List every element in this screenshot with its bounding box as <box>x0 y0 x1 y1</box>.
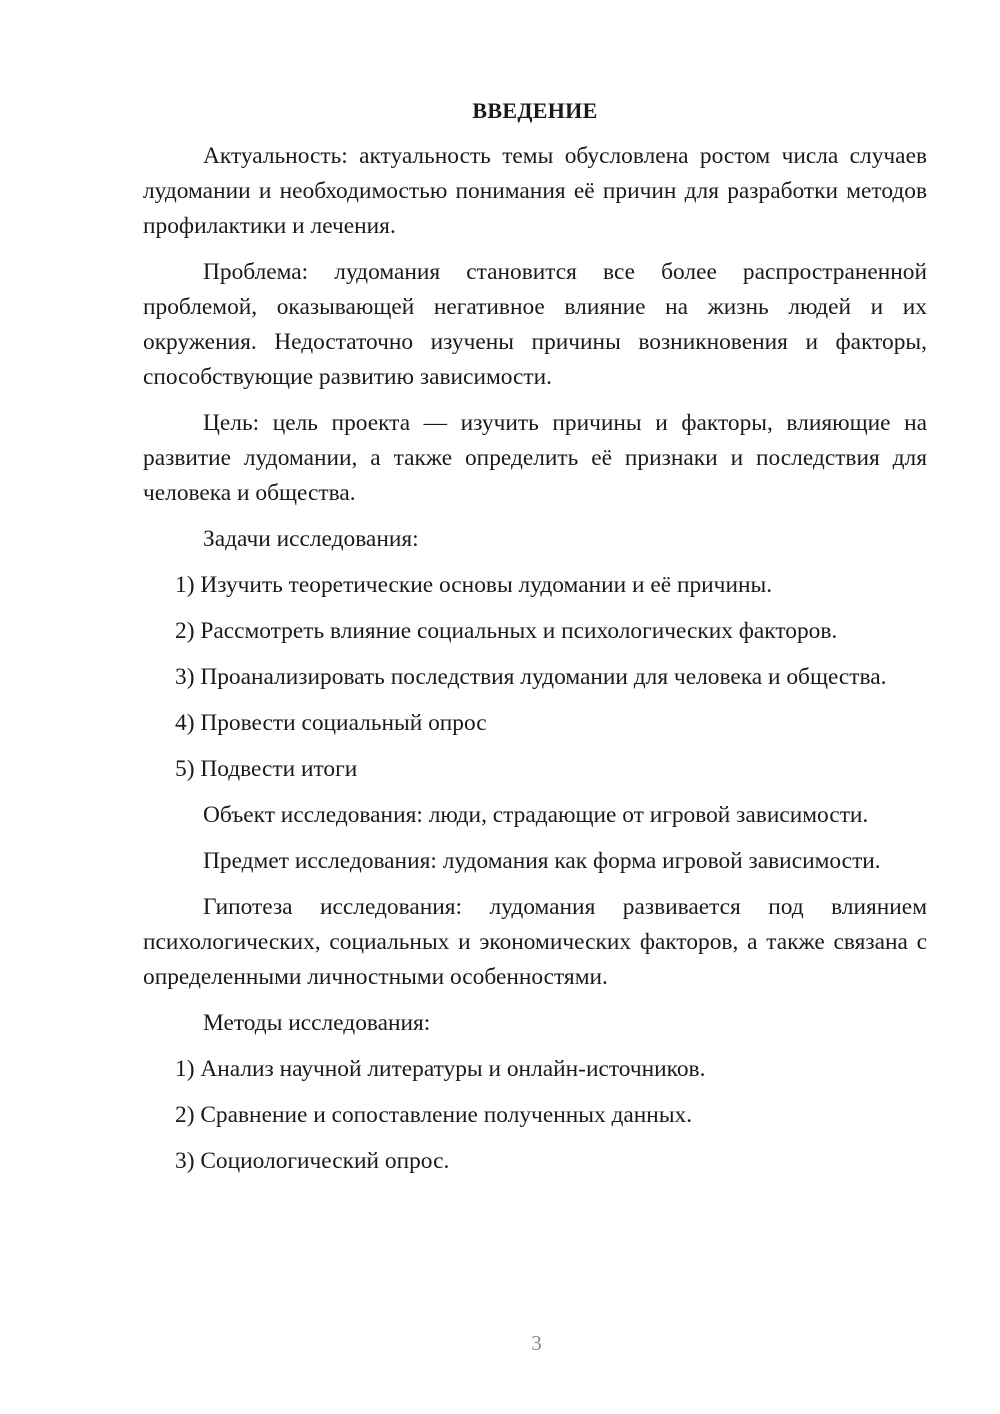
list-item-method-1: 1) Анализ научной литературы и онлайн-источников. <box>175 1056 706 1082</box>
paragraph-hypothesis: Гипотеза исследования: лудомания развивается под влиянием психологических, социальных и экономических факторов, а также связана с определенными личностными особенностями. <box>143 894 927 990</box>
paragraph-subject: Предмет исследования: лудомания как форма игровой зависимости. <box>203 848 881 874</box>
list-item-task-3: 3) Проанализировать последствия лудомании для человека и общества. <box>175 664 887 690</box>
tasks-heading: Задачи исследования: <box>203 526 419 552</box>
paragraph-object: Объект исследования: люди, страдающие от игровой зависимости. <box>203 802 869 828</box>
page-content <box>143 93 927 1190</box>
list-item-task-5: 5) Подвести итоги <box>175 756 358 782</box>
methods-heading: Методы исследования: <box>203 1010 431 1036</box>
tasks-list <box>143 568 927 787</box>
list-item-method-2: 2) Сравнение и сопоставление полученных данных. <box>175 1102 693 1128</box>
list-item-task-2: 2) Рассмотреть влияние социальных и психологических факторов. <box>175 618 838 644</box>
list-item-task-1: 1) Изучить теоретические основы лудомании и её причины. <box>175 572 773 598</box>
page-number: 3 <box>531 1331 542 1355</box>
list-item-method-3: 3) Социологический опрос. <box>175 1148 450 1174</box>
paragraph-problem: Проблема: лудомания становится все более распространенной проблемой, оказывающей негативное влияние на жизнь людей и их окружения. Недостаточно изучены причины возникновения и факторы, способствующие развитию зависимости. <box>143 259 927 390</box>
list-item-task-4: 4) Провести социальный опрос <box>175 710 487 736</box>
paragraph-relevance: Актуальность: актуальность темы обусловлена ростом числа случаев лудомании и необходимостью понимания её причин для разработки методов профилактики и лечения. <box>143 143 927 239</box>
methods-list <box>143 1052 927 1179</box>
paragraph-goal: Цель: цель проекта — изучить причины и факторы, влияющие на развитие лудомании, а также определить её признаки и последствия для человека и общества. <box>143 410 927 506</box>
section-title: ВВЕДЕНИЕ <box>472 98 598 123</box>
